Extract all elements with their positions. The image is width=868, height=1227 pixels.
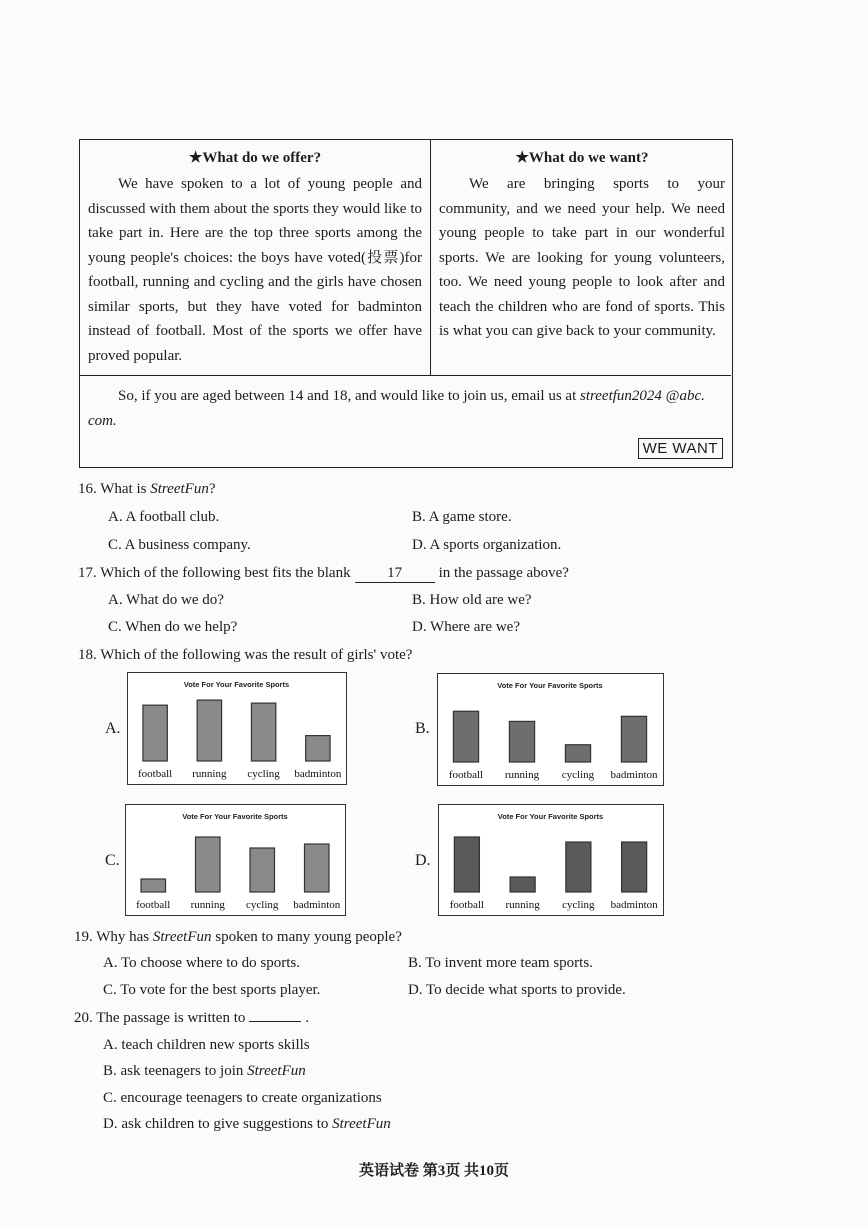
- chart-b-svg: [438, 674, 662, 784]
- x-tick-label: football: [136, 899, 171, 911]
- chart-d-svg: [439, 805, 662, 914]
- we-want-stamp: WE WANT: [638, 438, 723, 459]
- q16-option-b[interactable]: B. A game store.: [412, 509, 512, 525]
- x-tick-label: badminton: [610, 899, 658, 911]
- q20-stem-text: 20. The passage is written to: [74, 1010, 246, 1026]
- q18-label-a[interactable]: A.: [105, 720, 121, 737]
- q19-stem-text: 19. Why has: [74, 929, 153, 945]
- chart-a[interactable]: [127, 672, 347, 785]
- q17-stem: [78, 565, 569, 583]
- chart-d[interactable]: [438, 804, 664, 916]
- q20-option-a[interactable]: A. teach children new sports skills: [103, 1037, 310, 1053]
- bar-running: [510, 877, 535, 892]
- page-footer: 英语试卷 第3页 共10页: [358, 1163, 509, 1179]
- offer-text: We have spoken to a lot of young people and discussed with them about the sports they would like to take part in. Here are the top three sports among the young people's choices: the boys have voted(投票)for football, running and cycling and the girls have chosen similar sports, but they have voted for badminton instead of football. Most of the sports we offer have proved popular.: [88, 176, 422, 364]
- bar-cycling: [566, 842, 591, 892]
- q20-option-c[interactable]: C. encourage teenagers to create organizations: [103, 1090, 382, 1106]
- x-tick-label: football: [449, 899, 484, 911]
- bar-badminton: [306, 736, 330, 761]
- x-tick-label: cycling: [246, 899, 279, 911]
- bar-running: [197, 700, 221, 761]
- q19-stem-name: StreetFun: [152, 929, 212, 945]
- q18-label-b[interactable]: B.: [415, 720, 430, 737]
- q16-stem-text: 16. What is: [78, 481, 151, 497]
- x-tick-label: cycling: [561, 769, 595, 781]
- q20-option-b-text: B. ask teenagers to join: [103, 1063, 248, 1079]
- bar-football: [453, 711, 478, 762]
- q20-stem-end: .: [305, 1010, 310, 1026]
- join-sentence: So, if you are aged between 14 and 18, and would like to join us, email us at: [118, 388, 580, 404]
- want-text: We are bringing sports to your community, and we need your help. We need young people to take part in our wonderful sports. We are looking for young volunteers, too. We need young people to look after and teach the children who are fond of sports. This is what you can give back to your community.: [439, 176, 725, 339]
- want-title: ★What do we want?: [515, 150, 649, 166]
- q16-option-d[interactable]: D. A sports organization.: [412, 537, 562, 553]
- bar-cycling: [250, 848, 275, 892]
- q16-stem-end: ?: [208, 481, 216, 497]
- q17-option-d[interactable]: D. Where are we?: [412, 619, 520, 635]
- q20-blank: [249, 1021, 301, 1022]
- x-tick-label: badminton: [294, 768, 342, 780]
- q17-option-b[interactable]: B. How old are we?: [412, 592, 532, 608]
- chart-title: Vote For Your Favorite Sports: [497, 812, 604, 821]
- x-tick-label: running: [504, 769, 540, 781]
- x-tick-label: cycling: [247, 768, 280, 780]
- x-tick-label: running: [505, 899, 540, 911]
- q17-blank: 17: [355, 565, 435, 583]
- q18-label-c[interactable]: C.: [105, 852, 120, 869]
- x-tick-label: football: [138, 768, 173, 780]
- chart-b[interactable]: [437, 673, 664, 786]
- q17-option-c[interactable]: C. When do we help?: [108, 619, 238, 635]
- q19-option-b[interactable]: B. To invent more team sports.: [408, 955, 593, 971]
- q19-stem-end: spoken to many young people?: [211, 929, 402, 945]
- x-tick-label: football: [448, 769, 484, 781]
- q16-stem-name: StreetFun: [150, 481, 209, 497]
- q19-option-d[interactable]: D. To decide what sports to provide.: [408, 982, 626, 998]
- bar-football: [454, 837, 479, 892]
- chart-a-svg: [128, 673, 345, 783]
- x-tick-label: running: [192, 768, 227, 780]
- x-tick-label: badminton: [293, 899, 341, 911]
- x-tick-label: badminton: [610, 769, 658, 781]
- bar-running: [195, 837, 220, 892]
- q19-option-c[interactable]: C. To vote for the best sports player.: [103, 982, 321, 998]
- q20-option-d-name: StreetFun: [332, 1116, 391, 1132]
- passage-box: [79, 139, 733, 468]
- offer-title: ★What do we offer?: [188, 150, 322, 166]
- email-address: streetfun2024 @abc. com.: [88, 388, 705, 429]
- q20-option-b[interactable]: [103, 1063, 306, 1080]
- q19-option-a[interactable]: A. To choose where to do sports.: [103, 955, 300, 971]
- bar-cycling: [251, 703, 275, 761]
- bar-badminton: [304, 844, 329, 892]
- bar-football: [141, 879, 166, 892]
- q18-label-d[interactable]: D.: [415, 852, 431, 869]
- x-tick-label: cycling: [562, 899, 595, 911]
- q18-stem: 18. Which of the following was the result of girls' vote?: [78, 647, 413, 663]
- q20-option-d[interactable]: [103, 1116, 391, 1133]
- q16-option-a[interactable]: A. A football club.: [108, 509, 220, 525]
- q17-stem-end: in the passage above?: [438, 565, 569, 581]
- chart-title: Vote For Your Favorite Sports: [183, 680, 290, 689]
- want-column: [431, 140, 733, 375]
- q20-option-b-name: StreetFun: [247, 1063, 306, 1079]
- q20-option-d-text: D. ask children to give suggestions to: [103, 1116, 333, 1132]
- chart-c[interactable]: [125, 804, 346, 916]
- chart-c-svg: [126, 805, 344, 914]
- bar-running: [509, 721, 534, 762]
- q16-stem: [78, 481, 215, 498]
- bar-badminton: [622, 842, 647, 892]
- q17-stem-text: 17. Which of the following best fits the blank: [78, 565, 351, 581]
- bar-cycling: [565, 745, 590, 762]
- q17-option-a[interactable]: A. What do we do?: [108, 592, 224, 608]
- join-text: [88, 384, 723, 434]
- bar-football: [143, 705, 167, 761]
- bar-badminton: [621, 716, 646, 762]
- q19-stem: [74, 929, 402, 946]
- q20-stem: [74, 1010, 309, 1027]
- x-tick-label: running: [190, 899, 225, 911]
- join-section: [80, 375, 731, 467]
- chart-title: Vote For Your Favorite Sports: [182, 812, 288, 821]
- chart-title: Vote For Your Favorite Sports: [497, 681, 603, 690]
- offer-column: [80, 140, 431, 375]
- q16-option-c[interactable]: C. A business company.: [108, 537, 251, 553]
